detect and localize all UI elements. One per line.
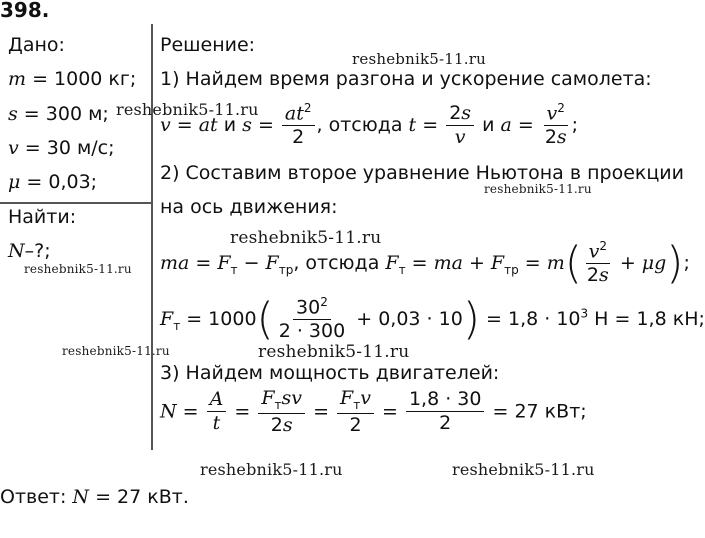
- step-2a: 2) Составим второе уравнение Ньютона в проекции: [160, 162, 684, 184]
- watermark: reshebnik5-11.ru: [62, 344, 170, 358]
- watermark: reshebnik5-11.ru: [484, 182, 592, 196]
- find-header: Найти:: [8, 206, 77, 228]
- given-velocity: v = 30 м/с;: [8, 137, 115, 159]
- step-2b: на ось движения:: [160, 196, 338, 218]
- find-value: N–?;: [8, 240, 51, 262]
- answer: Ответ: N = 27 кВт.: [0, 486, 189, 508]
- watermark: reshebnik5-11.ru: [352, 50, 486, 68]
- step-1: 1) Найдем время разгона и ускорение самолета:: [160, 68, 652, 90]
- watermark: reshebnik5-11.ru: [24, 262, 132, 276]
- given-mass: m = 1000 кг;: [8, 68, 137, 90]
- watermark: reshebnik5-11.ru: [200, 460, 343, 479]
- watermark: reshebnik5-11.ru: [116, 100, 259, 119]
- given-distance: s = 300 м;: [8, 103, 109, 125]
- step-3: 3) Найдем мощность двигателей:: [160, 362, 500, 384]
- given-header: Дано:: [8, 34, 65, 56]
- divider-horizontal: [0, 202, 152, 204]
- formula-power: N = $\frac{A}{t}$ = $\frac{F_тsv}{2s}$ = $\frac{F_тv}{2}$ = $\frac{1,8 \cdot 30}{2}$ = 27 кВт;: [160, 387, 587, 436]
- formula-force: $F_т = 1000$( $\frac{30^2}{2 \cdot 300}$ + $0,03 \cdot 10) = 1,8 \cdot 10^3$ Н = 1,8 кН;: [160, 293, 705, 345]
- formula-newton: ma = $F_т - F_{тр}$, отсюда $F_т$ = ma + $F_{тр} = m$( $\frac{v^2}{2s}$ + μg);: [160, 237, 690, 289]
- given-friction: μ = 0,03;: [8, 171, 98, 193]
- watermark: reshebnik5-11.ru: [258, 342, 410, 362]
- formula-kinematics: v = at и s = $\frac{at^2}{2}$ , отсюда t = $\frac{2s}{v}$ и a = $\frac{v^2}{2s}$ ;: [160, 101, 579, 149]
- watermark: reshebnik5-11.ru: [452, 460, 595, 479]
- watermark: reshebnik5-11.ru: [230, 228, 382, 248]
- problem-number: 398.: [0, 0, 50, 22]
- solution-header: Решение:: [160, 34, 256, 56]
- divider-vertical: [151, 24, 153, 450]
